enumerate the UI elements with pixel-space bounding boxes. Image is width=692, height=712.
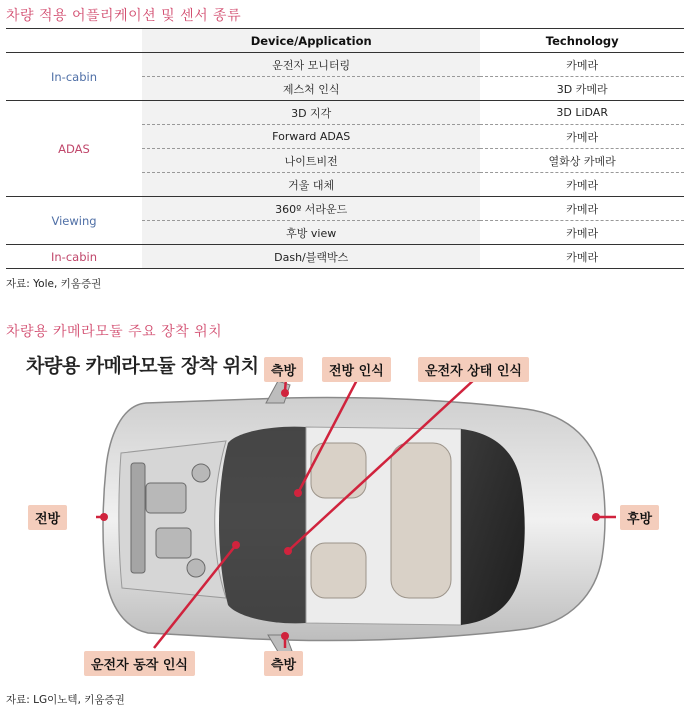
sensor-table (6, 28, 684, 269)
technology-cell: 카메라 (480, 125, 684, 149)
technology-cell: 카메라 (566, 58, 599, 72)
marker-side-bottom (281, 632, 289, 640)
technology-cell: 카메라 (480, 245, 684, 269)
source-note-table: 자료: Yole, 키움증권 (6, 278, 102, 290)
category-cell: ADAS (6, 101, 142, 197)
callout-driver-state: 운전자 상태 인식 (418, 357, 529, 382)
technology-cell: 카메라 (480, 221, 684, 245)
technology-cell: 열화상 카메라 (480, 149, 684, 173)
device-cell: 나이트비전 (142, 149, 480, 173)
table-row (6, 53, 684, 77)
device-cell: 360º 서라운드 (142, 197, 480, 221)
table-row (6, 245, 684, 269)
windshield (219, 427, 306, 624)
callout-driver-motion: 운전자 동작 인식 (84, 651, 195, 676)
device-cell: Forward ADAS (142, 125, 480, 149)
section-title-sensor-types: 차량 적용 어플리케이션 및 센서 종류 (6, 8, 242, 24)
camera-position-figure (6, 343, 686, 687)
callout-rear: 후방 (620, 505, 659, 530)
callout-side-top: 측방 (264, 357, 303, 382)
callout-front: 전방 (28, 505, 67, 530)
technology-cell: 카메라 (480, 173, 684, 197)
marker-rear (592, 513, 600, 521)
marker-driver-motion (232, 541, 240, 549)
device-cell: 3D 지각 (142, 101, 480, 125)
category-cell: In-cabin (51, 69, 97, 84)
source-note-figure: 자료: LG이노텍, 키움증권 (6, 694, 125, 706)
section-title-camera-positions: 차량용 카메라모듈 주요 장착 위치 (6, 324, 223, 340)
device-cell: 후방 view (142, 221, 480, 245)
marker-side-top (281, 389, 289, 397)
device-cell: 제스처 인식 (142, 77, 480, 101)
category-cell: In-cabin (6, 245, 142, 269)
table-header-row (6, 29, 684, 53)
header-category (6, 29, 142, 53)
device-cell: 거울 대체 (142, 173, 480, 197)
marker-front (100, 513, 108, 521)
figure-title: 차량용 카메라모듈 장착 위치 (26, 355, 259, 377)
category-cell: Viewing (6, 197, 142, 245)
device-cell: Dash/블랙박스 (142, 245, 480, 269)
table-row (6, 197, 684, 221)
marker-front-recognition (294, 489, 302, 497)
technology-cell: 카메라 (480, 197, 684, 221)
technology-cell: 3D LiDAR (480, 101, 684, 125)
technology-cell: 3D 카메라 (480, 77, 684, 101)
car-illustration (6, 343, 686, 687)
device-cell: 운전자 모니터링 (142, 53, 480, 77)
header-device: Device/Application (142, 29, 480, 53)
header-technology: Technology (480, 29, 684, 53)
marker-driver-state (284, 547, 292, 555)
callout-front-recognition: 전방 인식 (322, 357, 391, 382)
callout-side-bottom: 측방 (264, 651, 303, 676)
table-row (6, 101, 684, 125)
